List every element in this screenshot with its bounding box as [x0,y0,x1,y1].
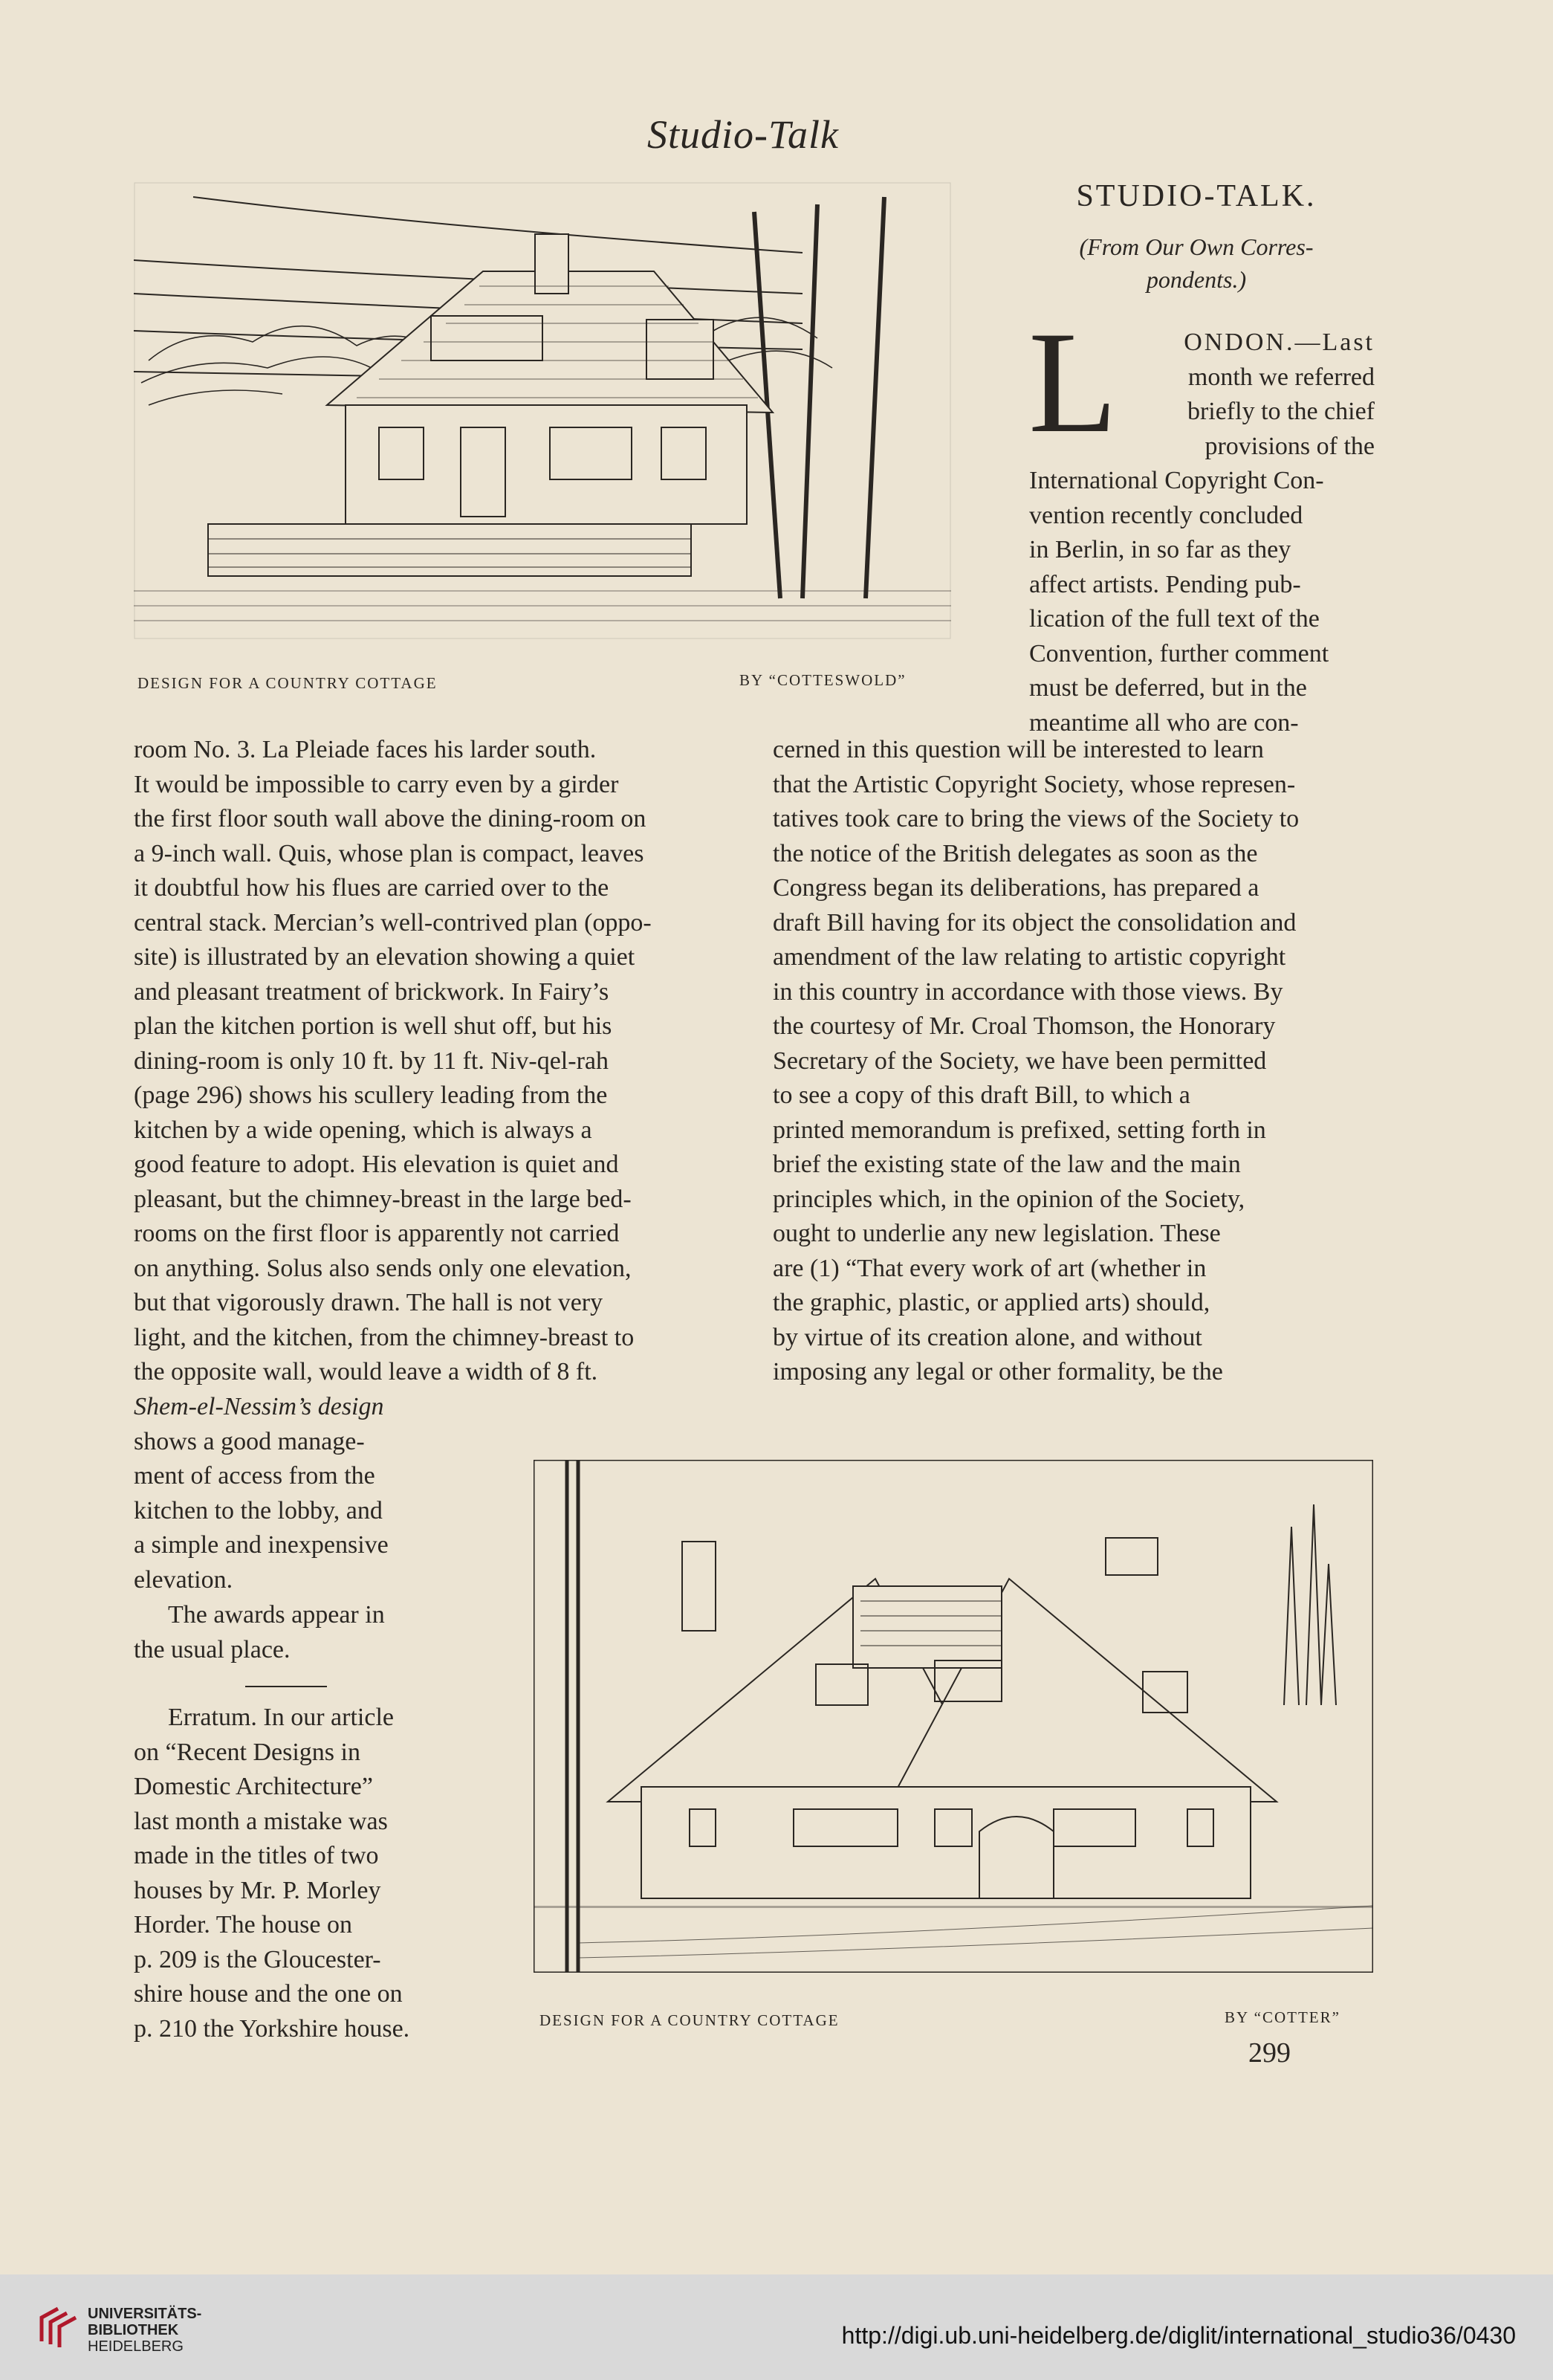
short-divider [245,1686,327,1687]
figure-caption-top-left: DESIGN FOR A COUNTRY COTTAGE [137,674,438,692]
figure-caption-bottom-right: BY “COTTER” [1225,2008,1340,2026]
awards-note: The awards appear in the usual place. [134,1601,385,1663]
intro-lines-beside-dropcap: ONDON.—Last month we referred briefly to the chief provisions of the [1184,329,1375,460]
erratum-note: Erratum. In our article on “Recent Designs in Domestic Architecture” last month a mistake was made in the titles of two houses by Mr. P. Morley Horder. The house on p. 209 is the Gloucester- shire house and the one on p. 210 the Yorkshire house. [134,1704,410,2043]
left-narrow-text: Shem-el-Nessim’s design shows a good manage- ment of access from the kitchen to the lobby, and a simple and inexpensive elevation. [134,1393,389,1594]
figure-caption-bottom-left: DESIGN FOR A COUNTRY COTTAGE [539,2011,840,2029]
source-url[interactable]: http://digi.ub.uni-heidelberg.de/diglit/international_studio36/0430 [841,2322,1516,2349]
section-title: STUDIO-TALK. [1076,179,1317,213]
page-number: 299 [1248,2037,1291,2069]
illustration-country-cottage-cotteswold [134,182,951,639]
figure-caption-top-right: BY “COTTESWOLD” [739,671,907,689]
library-logo-icon [37,2304,80,2352]
section-subtitle: (From Our Own Corres- pondents.) [1079,233,1314,293]
library-name: UNIVERSITÄTS- BIBLIOTHEK HEIDELBERG [88,2306,202,2355]
illustration-country-cottage-cotter [534,1460,1373,1973]
intro-lines-right: International Copyright Con- vention recently concluded in Berlin, in so far as they affect artists. Pending pub- lication of the full text of the Convention, further comment must be deferred, but in the meantime all who are con- [1029,467,1329,737]
drop-capital: L [1028,302,1118,463]
footer-bar [0,2274,1553,2380]
left-column-text: room No. 3. La Pleiade faces his larder south. It would be impossible to carry even by a girder the first floor south wall above the dining-room on a 9-inch wall. Quis, whose plan is compact, leaves it doubtful how his flues are carried over to the central stack. Mercian’s well-contrived plan (oppo- site) is illustrated by an elevation showing a quiet and pleasant treatment of brickwork. In Fairy’s plan the kitchen portion is well shut off, but his dining-room is only 10 ft. by 11 ft. Niv-qel-rah (page 296) shows his scullery leading from the kitchen by a wide opening, which is always a good feature to adopt. His elevation is quiet and pleasant, but the chimney-breast in the large bed- rooms on the first floor is apparently not carried on anything. Solus also sends only one elevation, but that vigorously drawn. The hall is not very light, and the kitchen, from the chimney-breast to the opposite wall, would leave a width of 8 ft. [134,736,652,1385]
right-column-text: cerned in this question will be interested to learn that the Artistic Copyright Society, whose represen- tatives took care to bring the views of the Society to the notice of the British delegates as soon as the Congress began its deliberations, has prepared a draft Bill having for its object the consolidation and amendment of the law relating to artistic copyright in this country in accordance with those views. By the courtesy of Mr. Croal Thomson, the Honorary Secretary of the Society, we have been permitted to see a copy of this draft Bill, to which a printed memorandum is prefixed, setting forth in brief the existing state of the law and the main principles which, in the opinion of the Society, ought to underlie any new legislation. These are (1) “That every work of art (whether in the graphic, plastic, or applied arts) should, by virtue of its creation alone, and without imposing any legal or other formality, be the [773,736,1300,1385]
running-head: Studio-Talk [646,112,840,157]
